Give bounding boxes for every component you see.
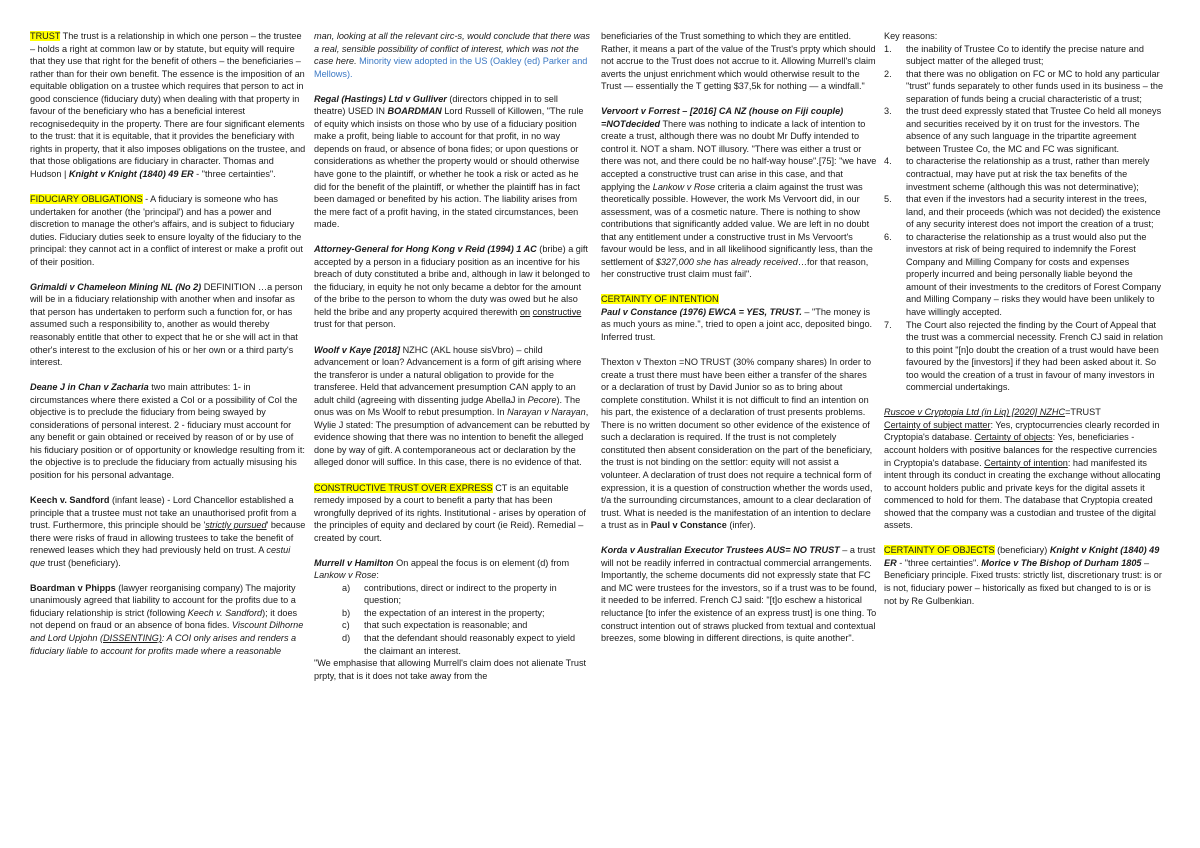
korda-paragraph: Korda v Australian Executor Trustees AUS= NO TRUST – a trust will not be readily inferred in contractual commercial arrangements. Importantly, the scheme documents did not expressly state that FC and MC were trustees for the investors, so if a trust was to be found, it needed to be inferred. French CJ said: "[t]o eschew a historical reluctance [to infer the existence of an express trust] is one thing. To construct intention out of straws plucked from textual and contextual breezes, some blowing in different directions, is quite another".: [601, 545, 877, 644]
fiduciary-paragraph: FIDUCIARY OBLIGATIONS - A fiduciary is someone who has undertaken for another (the 'principal') and has a power and discretion to manage the other's affairs, and is subject to fiduciary duties. Fiduciary duties seek to ensure loyalty of the fiduciary to the principal: they cannot act in a conflict of interest or make a profit out of their position.: [30, 194, 303, 267]
ruscoe-paragraph: Ruscoe v Cryptopia Ltd (in Liq) [2020] NZHC=TRUST Certainty of subject matter: Yes, cryptocurrencies clearly recorded in Cryptopia's database. Certainty of objects: Yes, beneficiaries - account holders with positive balances for the respective currencies in Cryptopia's database. Certainty of intention: had manifested its intent through its conduct in creating the exchange without allocating to account holders public and private keys for the digital assets it commenced to hold for them. The database that Cryptopia created showed that the company was a custodian and trustee of the digital assets.: [884, 407, 1161, 531]
case-name: Knight v Knight (1840) 49 ER: [68, 169, 194, 180]
key-reasons-title: Key reasons:: [884, 31, 938, 41]
column-4: [884, 30, 1164, 620]
vervoort-paragraph: Vervoort v Forrest – [2016] CA NZ (house on Fiji couple) =NOTdecided There was nothing to indicate a lack of intention to create a trust, although there was no doubt Mr Duffy intended to control it. NOT a sham. NOT illusory. "There was either a trust or there was not, and there could be no half-way house".[75]: "we have accepted a constructive trust can arise in this case, and that applying the Lankow v Rose criteria a claim against the trust was theoretically possible. However, the work Ms Vervoort did, in our assessment, was of a cosmetic nature. There is nothing to show contributions that significantly added value. We are left in no doubt that any entitlement under a constructive trust in Ms Vervoort's favour would be less, and in all likelihood significantly less, than the settlement of $327,000 she has already received…for that reason, her constructive trust claim must fail".: [601, 106, 877, 280]
intention-paragraph: CERTAINTY OF INTENTION Paul v Constance (1976) EWCA = YES, TRUST. – "The money is as much yours as mine.", tried to open a joint acc, deposited bingo. Inferred trust.: [601, 294, 873, 343]
list-item: 2. that there was no obligation on FC or MC to hold any particular "trust" funds separately to other funds used in its business – the separation of funds being a crucial characteristic of a trust;: [884, 68, 1164, 104]
column-1: [30, 30, 306, 670]
murrell-section: [314, 557, 590, 682]
list-item: 4. to characterise the relationship as a trust, rather than merely contractual, may have put at risk the tax benefits of the investment scheme (although this was not determinative);: [884, 156, 1150, 192]
ag-reid-paragraph: Attorney-General for Hong Kong v Reid (1994) 1 AC (bribe) a gift accepted by a person in a fiduciary position as an incentive for his breach of duty constituted a bribe and, although in law it belonged to the fiduciary, in equity he not only became a debtor for the amount of the bribe to the person to whom the duty was owed but he also held the bribe and any property acquired therewith on constructive trust for that person.: [314, 244, 590, 330]
constructive-trust-heading: CONSTRUCTIVE TRUST OVER EXPRESS: [314, 482, 493, 493]
murrell-quote: "We emphasise that allowing Murrell's claim does not alienate Trust prpty, that is it does not take away from the: [314, 658, 587, 681]
list-item: c) that such expectation is reasonable; and: [342, 620, 528, 631]
intention-heading: CERTAINTY OF INTENTION: [601, 294, 719, 305]
objects-paragraph: CERTAINTY OF OBJECTS (beneficiary) Knight v Knight (1840) 49 ER - "three certainties". Morice v The Bishop of Durham 1805 – Beneficiary principle. Fixed trusts: strictly list, discretionary trust: is or is not, fiduciary power – historically as fixed but changed to is or is not by Re Gulbenkian.: [884, 545, 1162, 606]
grimaldi-paragraph: Grimaldi v Chameleon Mining NL (No 2) DEFINITION …a person will be in a fiduciary relationship with another when and insofar as that person has undertaken to perform such a function for, or has assumed such a responsibility to, another as would thereby reasonably entitle that other to expect that he or she will act in that other's interest to the exclusion of his or her own or a third party's interest.: [30, 281, 303, 368]
minority-view-link[interactable]: Minority view adopted in the US (Oakley (ed) Parker and Mellows).: [314, 56, 588, 79]
column-3: [601, 30, 877, 657]
case-name: Paul v Constance (1976) EWCA = YES, TRUST.: [601, 306, 802, 317]
trust-paragraph: TRUST The trust is a relationship in which one person – the trustee – holds a right at common law or by statute, but equity will require that they use that right for the benefit of others – the beneficiaries – rather than for their own benefit. The essence is the imposition of an equitable obligation on a trustee which requires that person to act in good conscience (fiduciary duty) when dealing with that property in favour of the beneficiary who has a beneficial interest recognisedequity in the property. There are four significant elements to the trust: that it is equitable, that it provides the beneficiary with rights in property, that it also imposes obligations on the trustee, and that those obligations are fiduciary in character. Thomas and Hudson | Knight v Knight (1840) 49 ER - "three certainties".: [30, 31, 306, 180]
boardman-paragraph: Boardman v Phipps (lawyer reorganising company) The majority unanimously agreed that liability to account for the profits due to a fiduciary relationship is strict (following Keech v. Sandford); it does not depend on fraud or an absence of bona fides. Viscount Dilhorne and Lord Upjohn (DISSENTING): A COI only arises and renders a fiduciary liable to account for profits made where a reasonable: [30, 582, 304, 656]
trust-heading: TRUST: [30, 31, 61, 41]
list-item: d) that the defendant should reasonably expect to yield the claimant an interest.: [342, 633, 576, 656]
case-name: Regal (Hastings) Ltd v Gulliver: [314, 93, 447, 104]
thexton-paragraph: Thexton v Thexton =NO TRUST (30% company shares) In order to create a trust there must have been either a transfer of the shares or a declaration of trust by David Junior so as to bring about complete constitution. Whilst it is not difficult to find an intention on his part, the existence of a declaration of trust presents problems. There is no written document so other evidence of the existence of such a declaration is required. If the trust is not completely constituted then absent consideration on the part of the beneficiary, the trust is not binding on the settlor: equity will not assist a volunteer. A declaration of trust does not require a technical form of expression, it is a question of construction whether the words used, t/a the surrounding circumstances, amount to a clear declaration of trust. What is needed is the manifestation of an intention to declare a trust as in Paul v Constance (infer).: [601, 357, 873, 531]
murrell-intro: Murrell v Hamilton On appeal the focus is on element (d) from Lankow v Rose:: [314, 557, 570, 581]
list-item: 6. to characterise the relationship as a trust would also put the investors at risk of being required to indemnify the Forest Company and Milling Company for costs and expenses properly incurred and being personally liable beyond the amount of their investments to the creditors of Forest Company and Milling Company – risks they would have been unlikely to have willingly accepted.: [884, 231, 1162, 318]
case-name: Murrell v Hamilton: [314, 557, 394, 568]
fiduciary-heading: FIDUCIARY OBLIGATIONS: [30, 194, 143, 205]
case-name: Attorney-General for Hong Kong v Reid (1994) 1 AC: [314, 244, 537, 255]
list-item: 5. that even if the investors had a security interest in the trees, land, and their proceeds (which was not decided) the existence of any security interest does not import the creation of a trust;: [884, 194, 1161, 230]
case-name: Keech v. Sandford: [30, 495, 110, 506]
criteria-list: [314, 582, 590, 657]
objects-heading: CERTAINTY OF OBJECTS: [884, 545, 995, 556]
boardman-continued: man, looking at all the relevant circ-s, would conclude that there was a real, sensible possibility of conflict of interest, which was not the case here. Minority view adopted in the US (Oakley (ed) Parker and Mellows).: [314, 31, 590, 79]
column-2: [314, 30, 590, 682]
list-item: b) the expectation of an interest in the property;: [342, 607, 545, 618]
list-item: 1. the inability of Trustee Co to identify the precise nature and subject matter of the alleged trust;: [884, 43, 1144, 67]
keech-paragraph: Keech v. Sandford (infant lease) - Lord Chancellor established a principle that a trustee must not take an unauthorised profit from a trust. Furthermore, this principle should be 'strictly pursued' because there were risks of fraud in allowing trustees to take the benefit of renewed leases which they had previously held on trust. A cestui que trust (beneficiary).: [30, 495, 306, 568]
woolf-paragraph: Woolf v Kaye [2018] NZHC (AKL house sisVbro) – child advancement or loan? Advancement is a form of gift arising where the transferor is under a natural obligation to provide for the transferee. Held that advancement presumption CAN apply to an adult child (agreeing with dissenting judge AbellaJ in Pecore). The onus was on Ms Woolf to rebut presumption. In Narayan v Narayan, Wylie J stated: The presumption of advancement can be rebutted by evidence showing that there was no intention to benefit the alleged done by way of gift. A contemporaneous act or declaration by the alleged donor will suffice. In this case, there is no evidence of that.: [314, 344, 590, 468]
list-item: 7. The Court also rejected the finding by the Court of Appeal that the trust was a commercial necessity. French CJ said in relation to this point "[n]o doubt the creation of a trust would have been favoured by the [investors] if they had been asked about it. So too would the creation of a trust in favour of many investors in commercial undertakings.: [884, 319, 1163, 393]
case-name: Ruscoe v Cryptopia Ltd (in Liq) [2020] NZHC: [884, 407, 1066, 418]
list-item: a) contributions, direct or indirect to the property in question;: [342, 582, 557, 606]
constructive-trust-paragraph: CONSTRUCTIVE TRUST OVER EXPRESS CT is an equitable remedy imposed by a court to benefit a party that has been wrongfully deprived of its rights. Institutional - arises by operation of the principles of equity and declared by court (ie Reid). Remedial – created by court.: [314, 482, 586, 543]
key-reasons-list: [884, 43, 1164, 394]
case-name: Grimaldi v Chameleon Mining NL (No 2): [30, 281, 202, 292]
case-name: Vervoort v Forrest – [2016] CA NZ (house on Fiji couple) =NOTdecided: [601, 106, 844, 129]
case-name: Deane J in Chan v Zacharia: [30, 382, 149, 393]
case-name: Korda v Australian Executor Trustees AUS= NO TRUST: [601, 545, 840, 556]
regal-paragraph: Regal (Hastings) Ltd v Gulliver (directors chipped in to sell theatre) USED IN BOARDMAN Lord Russell of Killowen, "The rule of equity which insists on those who by use of a fiduciary position make a profit, being liable to account for that profit, in no way depends on fraud, or absence of bona fides; or upon questions or considerations as whether the property would or should otherwise have gone to the plaintiff, or whether he took a risk or acted as he did for the benefit of the plaintiff, or whether the plaintiff has in fact been damaged or benefited by his action. The liability arises from the mere fact of a profit having, in the stated circumstances, been made.: [314, 93, 584, 230]
case-name: Boardman v Phipps: [30, 582, 116, 593]
list-item: 3. the trust deed expressly stated that Trustee Co held all moneys and securities received by it on trust for the investors. The absence of any such language in the tripartite agreement between Trustee Co, the MC and FC was significant.: [884, 106, 1162, 154]
case-name: Woolf v Kaye [2018]: [314, 344, 401, 355]
deane-paragraph: Deane J in Chan v Zacharia two main attributes: 1- in circumstances where there existed a CoI or a possibility of CoI the objective is to preclude the fiduciary from being swayed by considerations of personal interest. 2 - fiduciary must account for any benefit or gain obtained or received by reason of or by use of his fiduciary position or of opportunity or knowledge resulting from it: the objective is to preclude the fiduciary from actually misusing his position for his personal advantage.: [30, 382, 305, 480]
murrell-quote-continued: beneficiaries of the Trust something to which they are entitled. Rather, it means a part of the value of the Trust's prpty which should not accrue to the Trust does not accrue to it. Allowing Murrell's claim averts the unjust enrichment which would otherwise result to the Trust — essentially the T getting $37,5k for nothing — a windfall.": [601, 31, 876, 92]
